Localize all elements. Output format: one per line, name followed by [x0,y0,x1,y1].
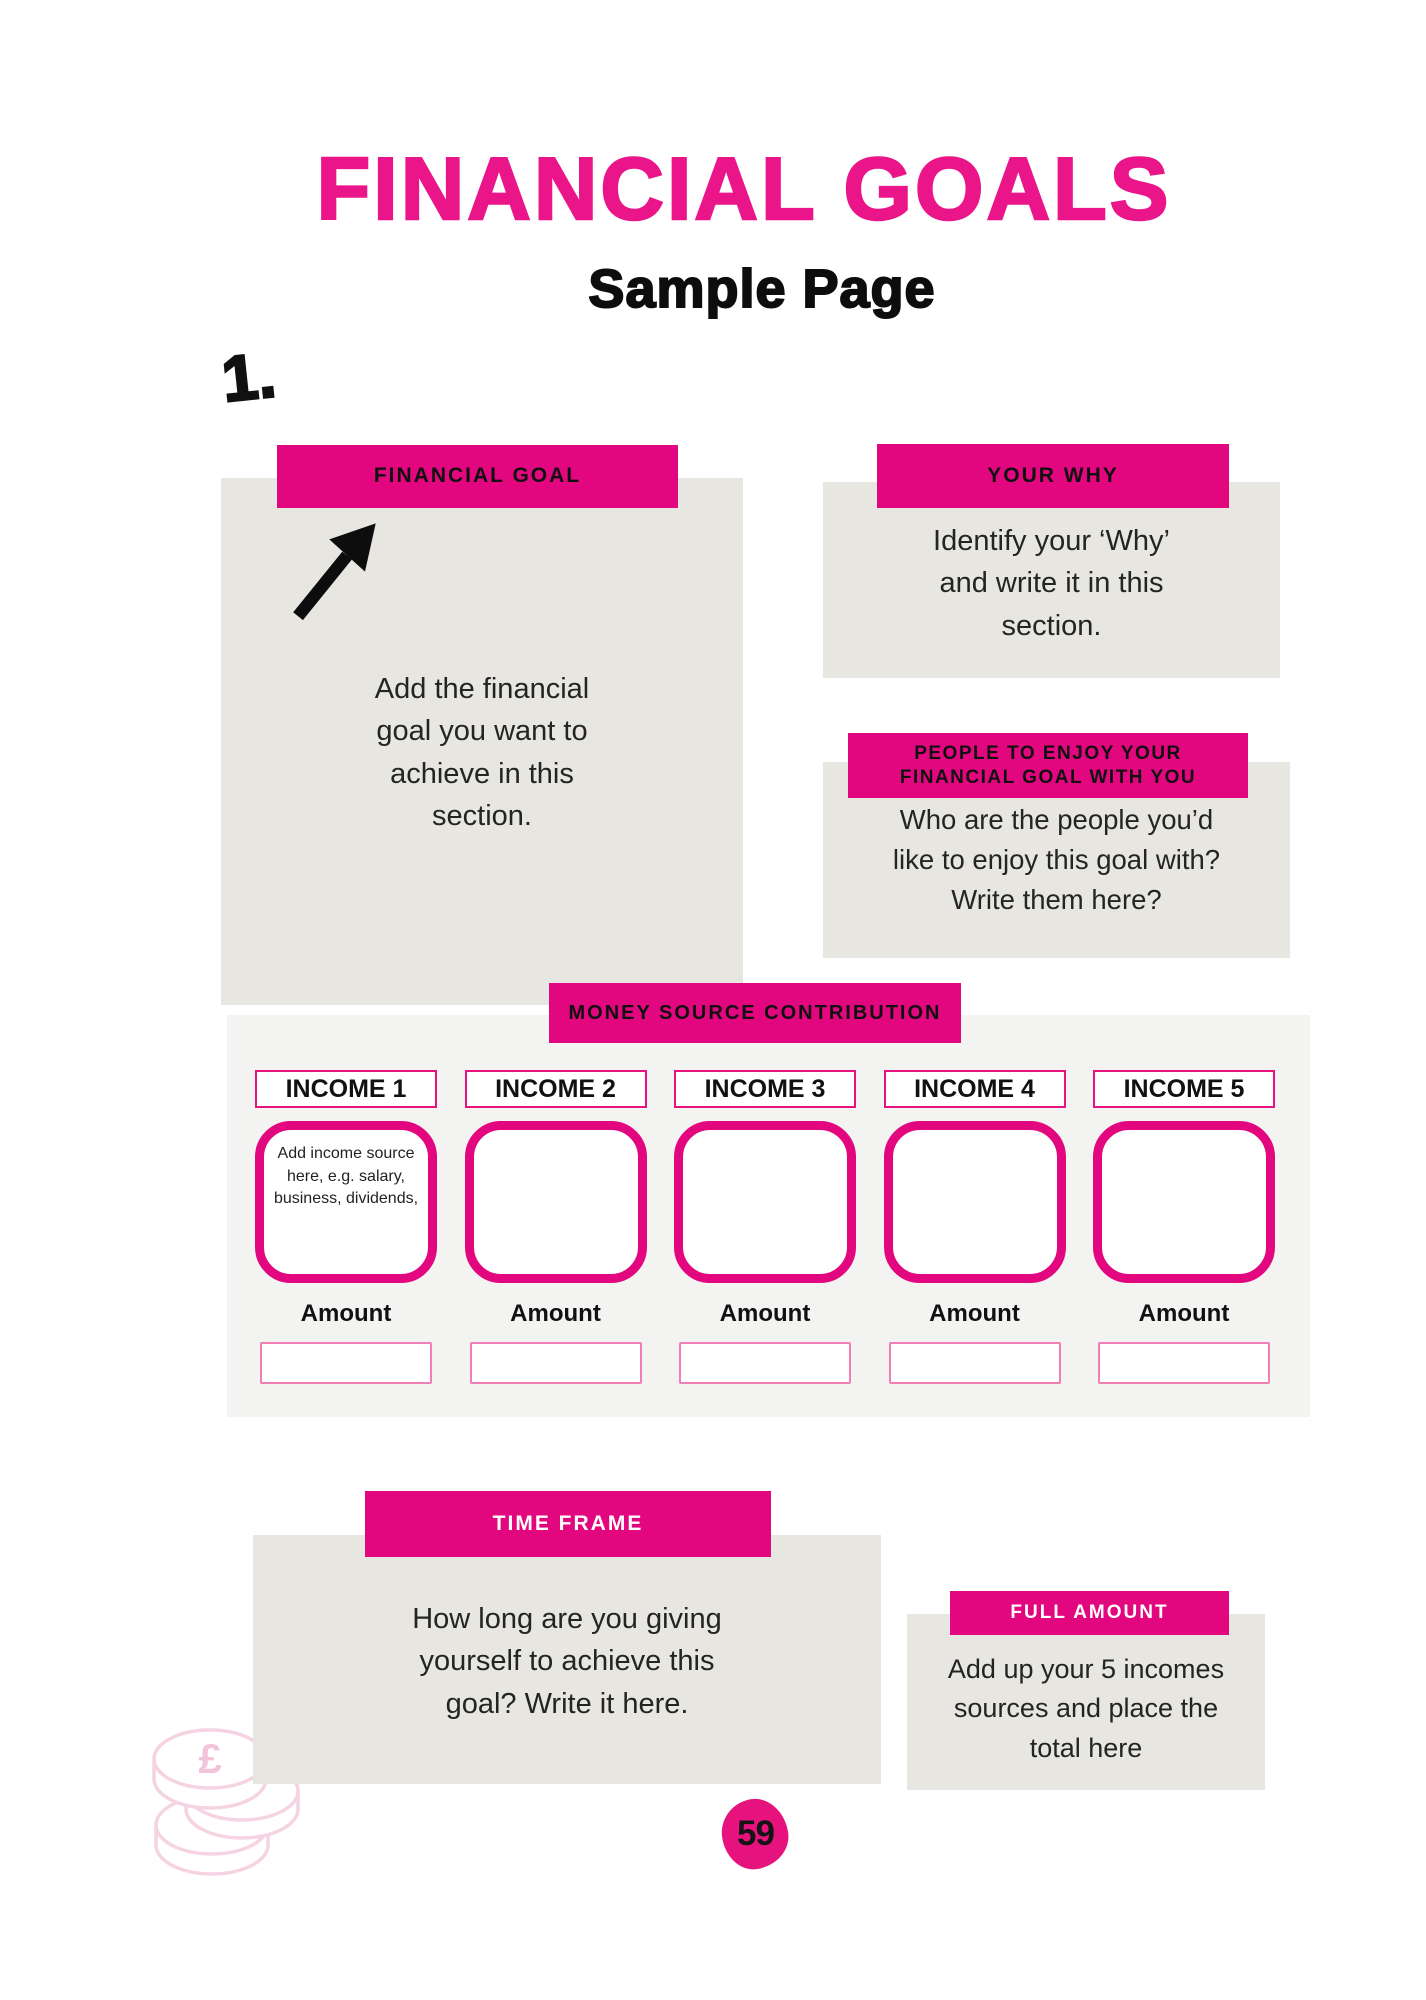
time-frame-header: TIME FRAME [365,1491,771,1557]
income-2-source-field[interactable] [465,1121,647,1283]
income-4-label: INCOME 4 [884,1070,1066,1108]
income-2-label: INCOME 2 [465,1070,647,1108]
income-1-label: INCOME 1 [255,1070,437,1108]
income-column-1 [255,1070,437,1384]
your-why-header: YOUR WHY [877,444,1229,508]
full-amount-instruction: Add up your 5 incomes sources and place the total here [947,1654,1225,1763]
amount-input-3[interactable] [679,1342,851,1384]
amount-label: Amount [510,1300,601,1327]
page-number: 59 [736,1814,774,1853]
amount-label: Amount [719,1300,811,1327]
financial-goal-header: FINANCIAL GOAL [277,445,678,508]
income-3-source-field[interactable] [674,1121,856,1283]
income-5-label: INCOME 5 [1093,1070,1275,1108]
money-source-panel [227,1015,1310,1417]
svg-text:£: £ [198,1735,222,1782]
page-number-badge [717,1795,792,1874]
income-column-4 [884,1070,1066,1384]
page-title: FINANCIAL GOALS [316,139,1172,238]
financial-goal-instruction: Add the financial goal you want to achieve in this section. [374,673,590,832]
income-column-5 [1093,1070,1275,1384]
amount-label: Amount [929,1300,1020,1327]
step-number: 1. [218,338,279,416]
time-frame-instruction: How long are you giving yourself to achieve this goal? Write it here. [412,1603,722,1720]
income-column-3 [674,1070,856,1384]
amount-input-1[interactable] [260,1342,432,1384]
people-header: PEOPLE TO ENJOY YOUR FINANCIAL GOAL WITH YOU [848,733,1248,798]
income-3-label: INCOME 3 [674,1070,856,1108]
income-1-source-field[interactable]: Add income source here, e.g. salary, business, dividends, [255,1121,437,1283]
page-subtitle: Sample Page [588,259,936,319]
amount-input-4[interactable] [889,1342,1061,1384]
arrow-up-right-icon [290,518,390,648]
income-4-source-field[interactable] [884,1121,1066,1283]
amount-label: Amount [1138,1300,1230,1327]
your-why-instruction: Identify your ‘Why’ and write it in this section. [933,525,1170,642]
amount-input-2[interactable] [470,1342,642,1384]
money-source-header: MONEY SOURCE CONTRIBUTION [549,983,961,1043]
income-columns [255,1070,1275,1384]
income-column-2 [465,1070,647,1384]
amount-label: Amount [300,1300,392,1327]
amount-input-5[interactable] [1098,1342,1270,1384]
full-amount-header: FULL AMOUNT [950,1591,1229,1635]
people-instruction: Who are the people you’d like to enjoy this goal with? Write them here? [892,804,1221,916]
income-5-source-field[interactable] [1093,1121,1275,1283]
